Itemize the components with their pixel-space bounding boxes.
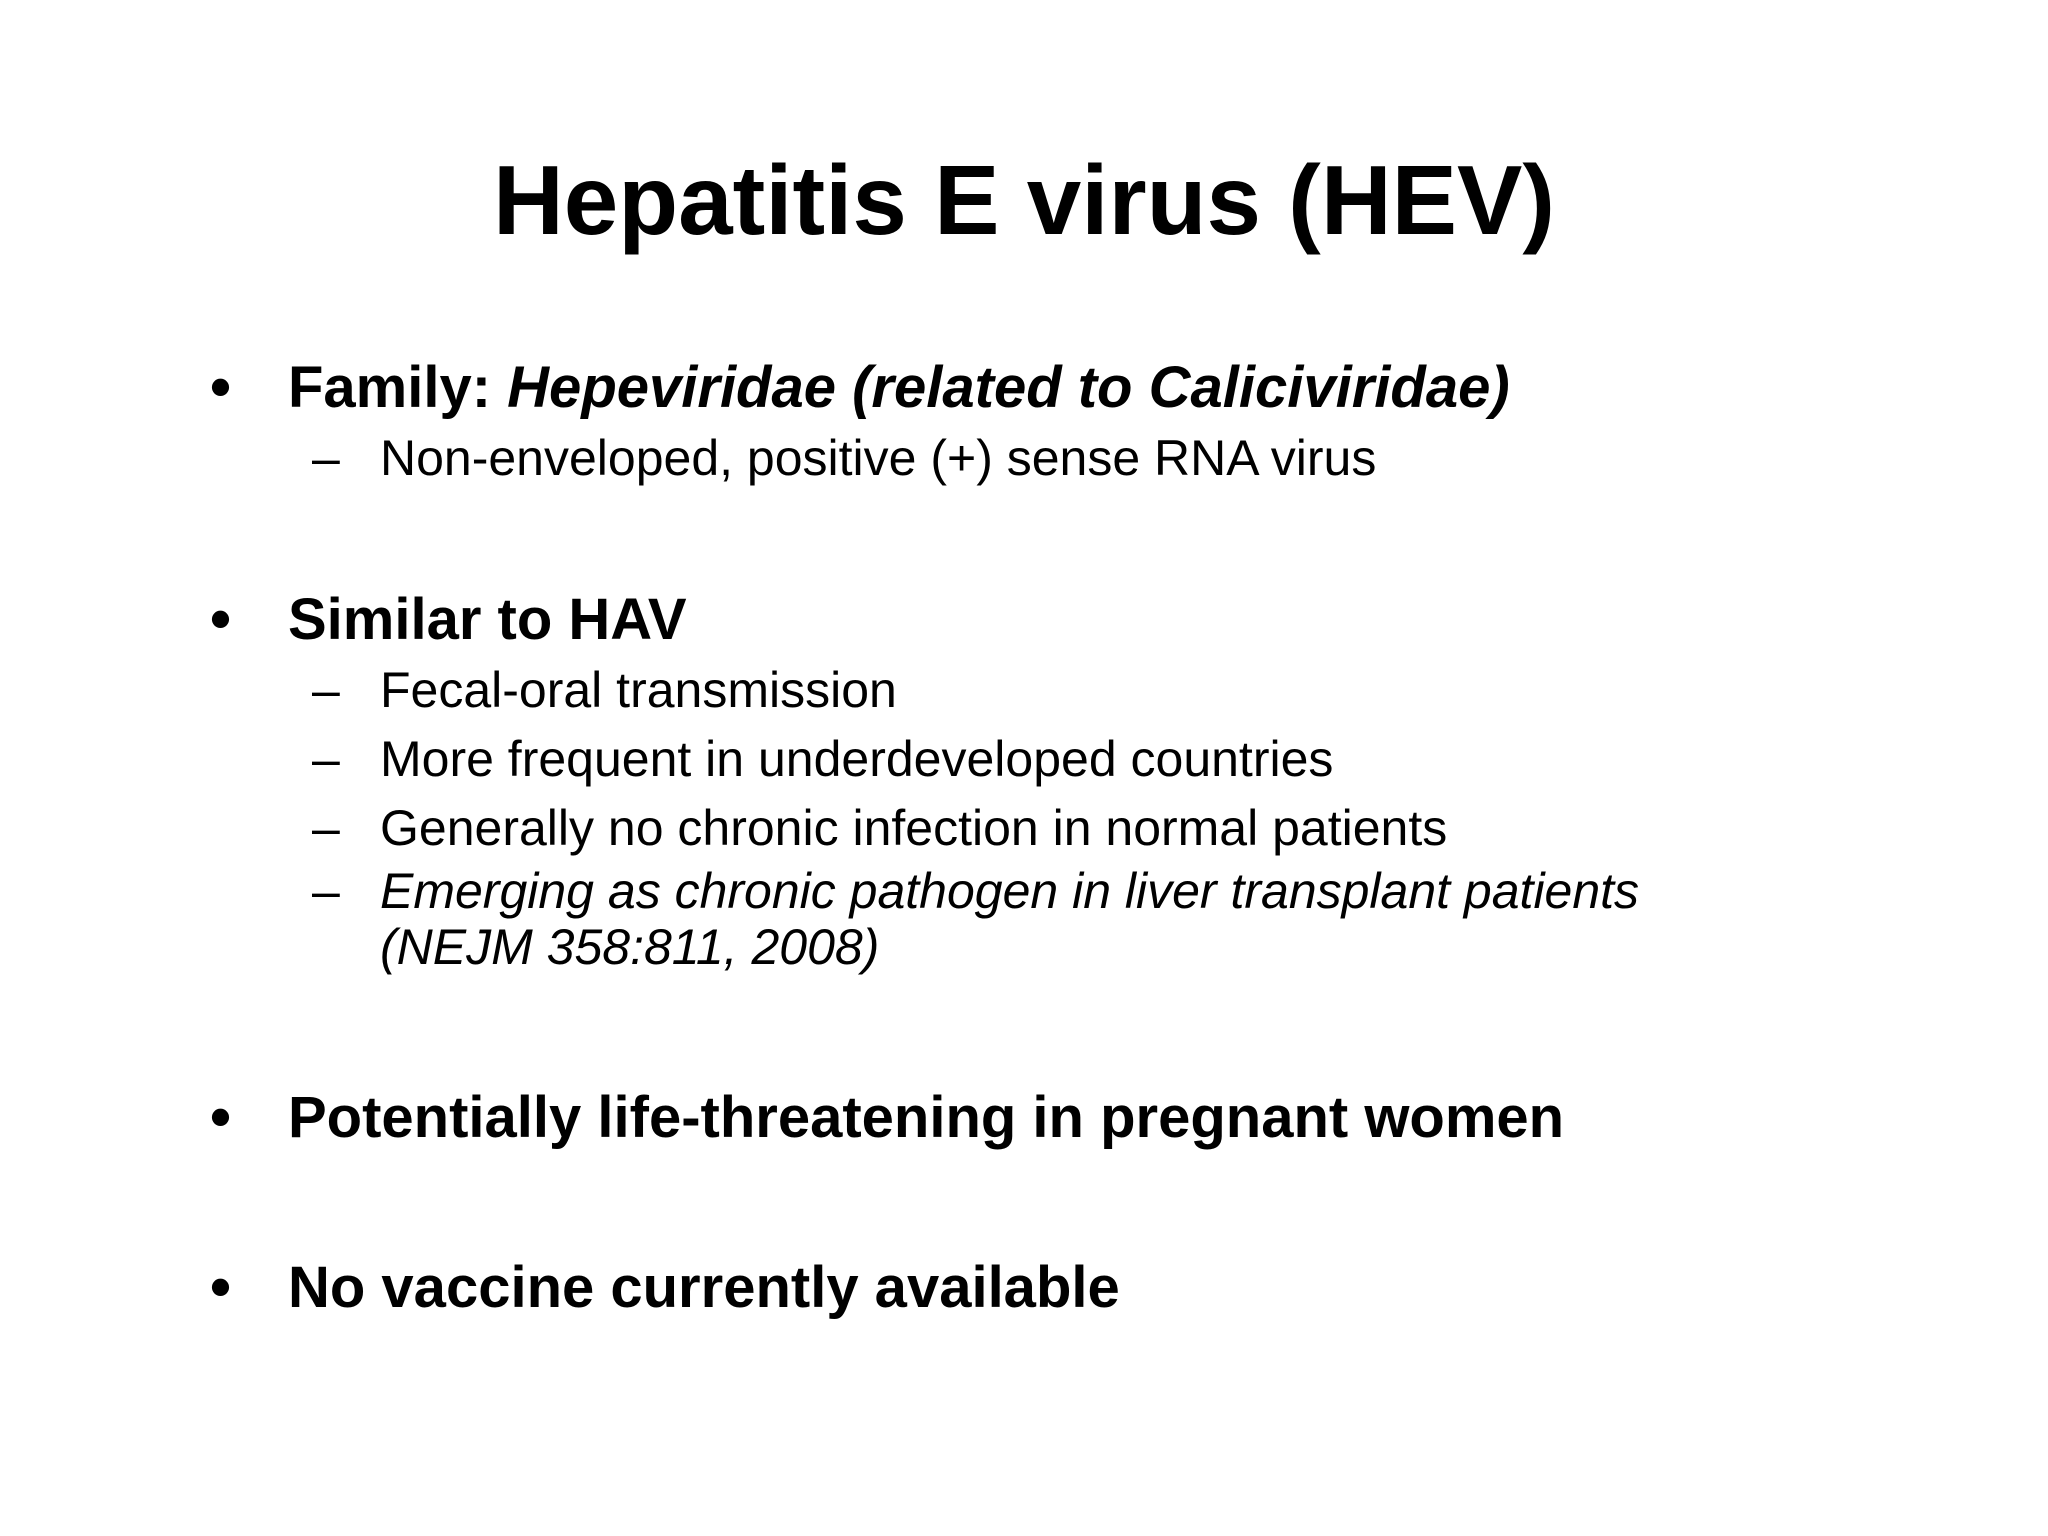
sub-dash: –	[312, 800, 340, 856]
bullet-text	[288, 352, 1510, 424]
sub-item	[312, 794, 1968, 863]
slide-title: Hepatitis E virus (HEV)	[493, 145, 1555, 255]
sub-dash: –	[312, 731, 340, 787]
sub-text-citation: (NEJM 358:811, 2008)	[380, 919, 880, 975]
sub-dash: –	[312, 430, 340, 486]
sub-list	[312, 424, 1968, 493]
sub-dash: –	[312, 662, 340, 718]
bullet-similar-to-hav	[210, 584, 1968, 975]
sub-dash: –	[312, 863, 340, 919]
sub-item	[312, 863, 1968, 975]
sub-text: Fecal-oral transmission	[380, 662, 897, 718]
bullet-text: No vaccine currently available	[288, 1255, 1120, 1320]
bullet-marker: •	[210, 585, 232, 652]
sub-text: More frequent in underdeveloped countries	[380, 731, 1334, 787]
bullet-text: Similar to HAV	[288, 587, 687, 652]
bullet-pregnant-women	[210, 1082, 1968, 1154]
bullet-marker: •	[210, 1253, 232, 1320]
bullet-text: Potentially life-threatening in pregnant women	[288, 1085, 1565, 1150]
bullet-family	[210, 352, 1968, 493]
sub-text-line: Emerging as chronic pathogen in liver transplant patients	[380, 863, 1640, 919]
bullet-marker: •	[210, 353, 232, 420]
sub-item	[312, 656, 1968, 725]
sub-item	[312, 725, 1968, 794]
sub-text	[380, 863, 1639, 975]
bullet-no-vaccine	[210, 1252, 1968, 1324]
bullet-label-italic: Hepeviridae (related to Caliciviridae)	[507, 355, 1510, 420]
bullet-marker: •	[210, 1083, 232, 1150]
sub-list	[312, 656, 1968, 975]
sub-text: Generally no chronic infection in normal patients	[380, 800, 1448, 856]
sub-text: Non-enveloped, positive (+) sense RNA virus	[380, 430, 1377, 486]
sub-item	[312, 424, 1968, 493]
bullet-label: Family:	[288, 355, 508, 420]
